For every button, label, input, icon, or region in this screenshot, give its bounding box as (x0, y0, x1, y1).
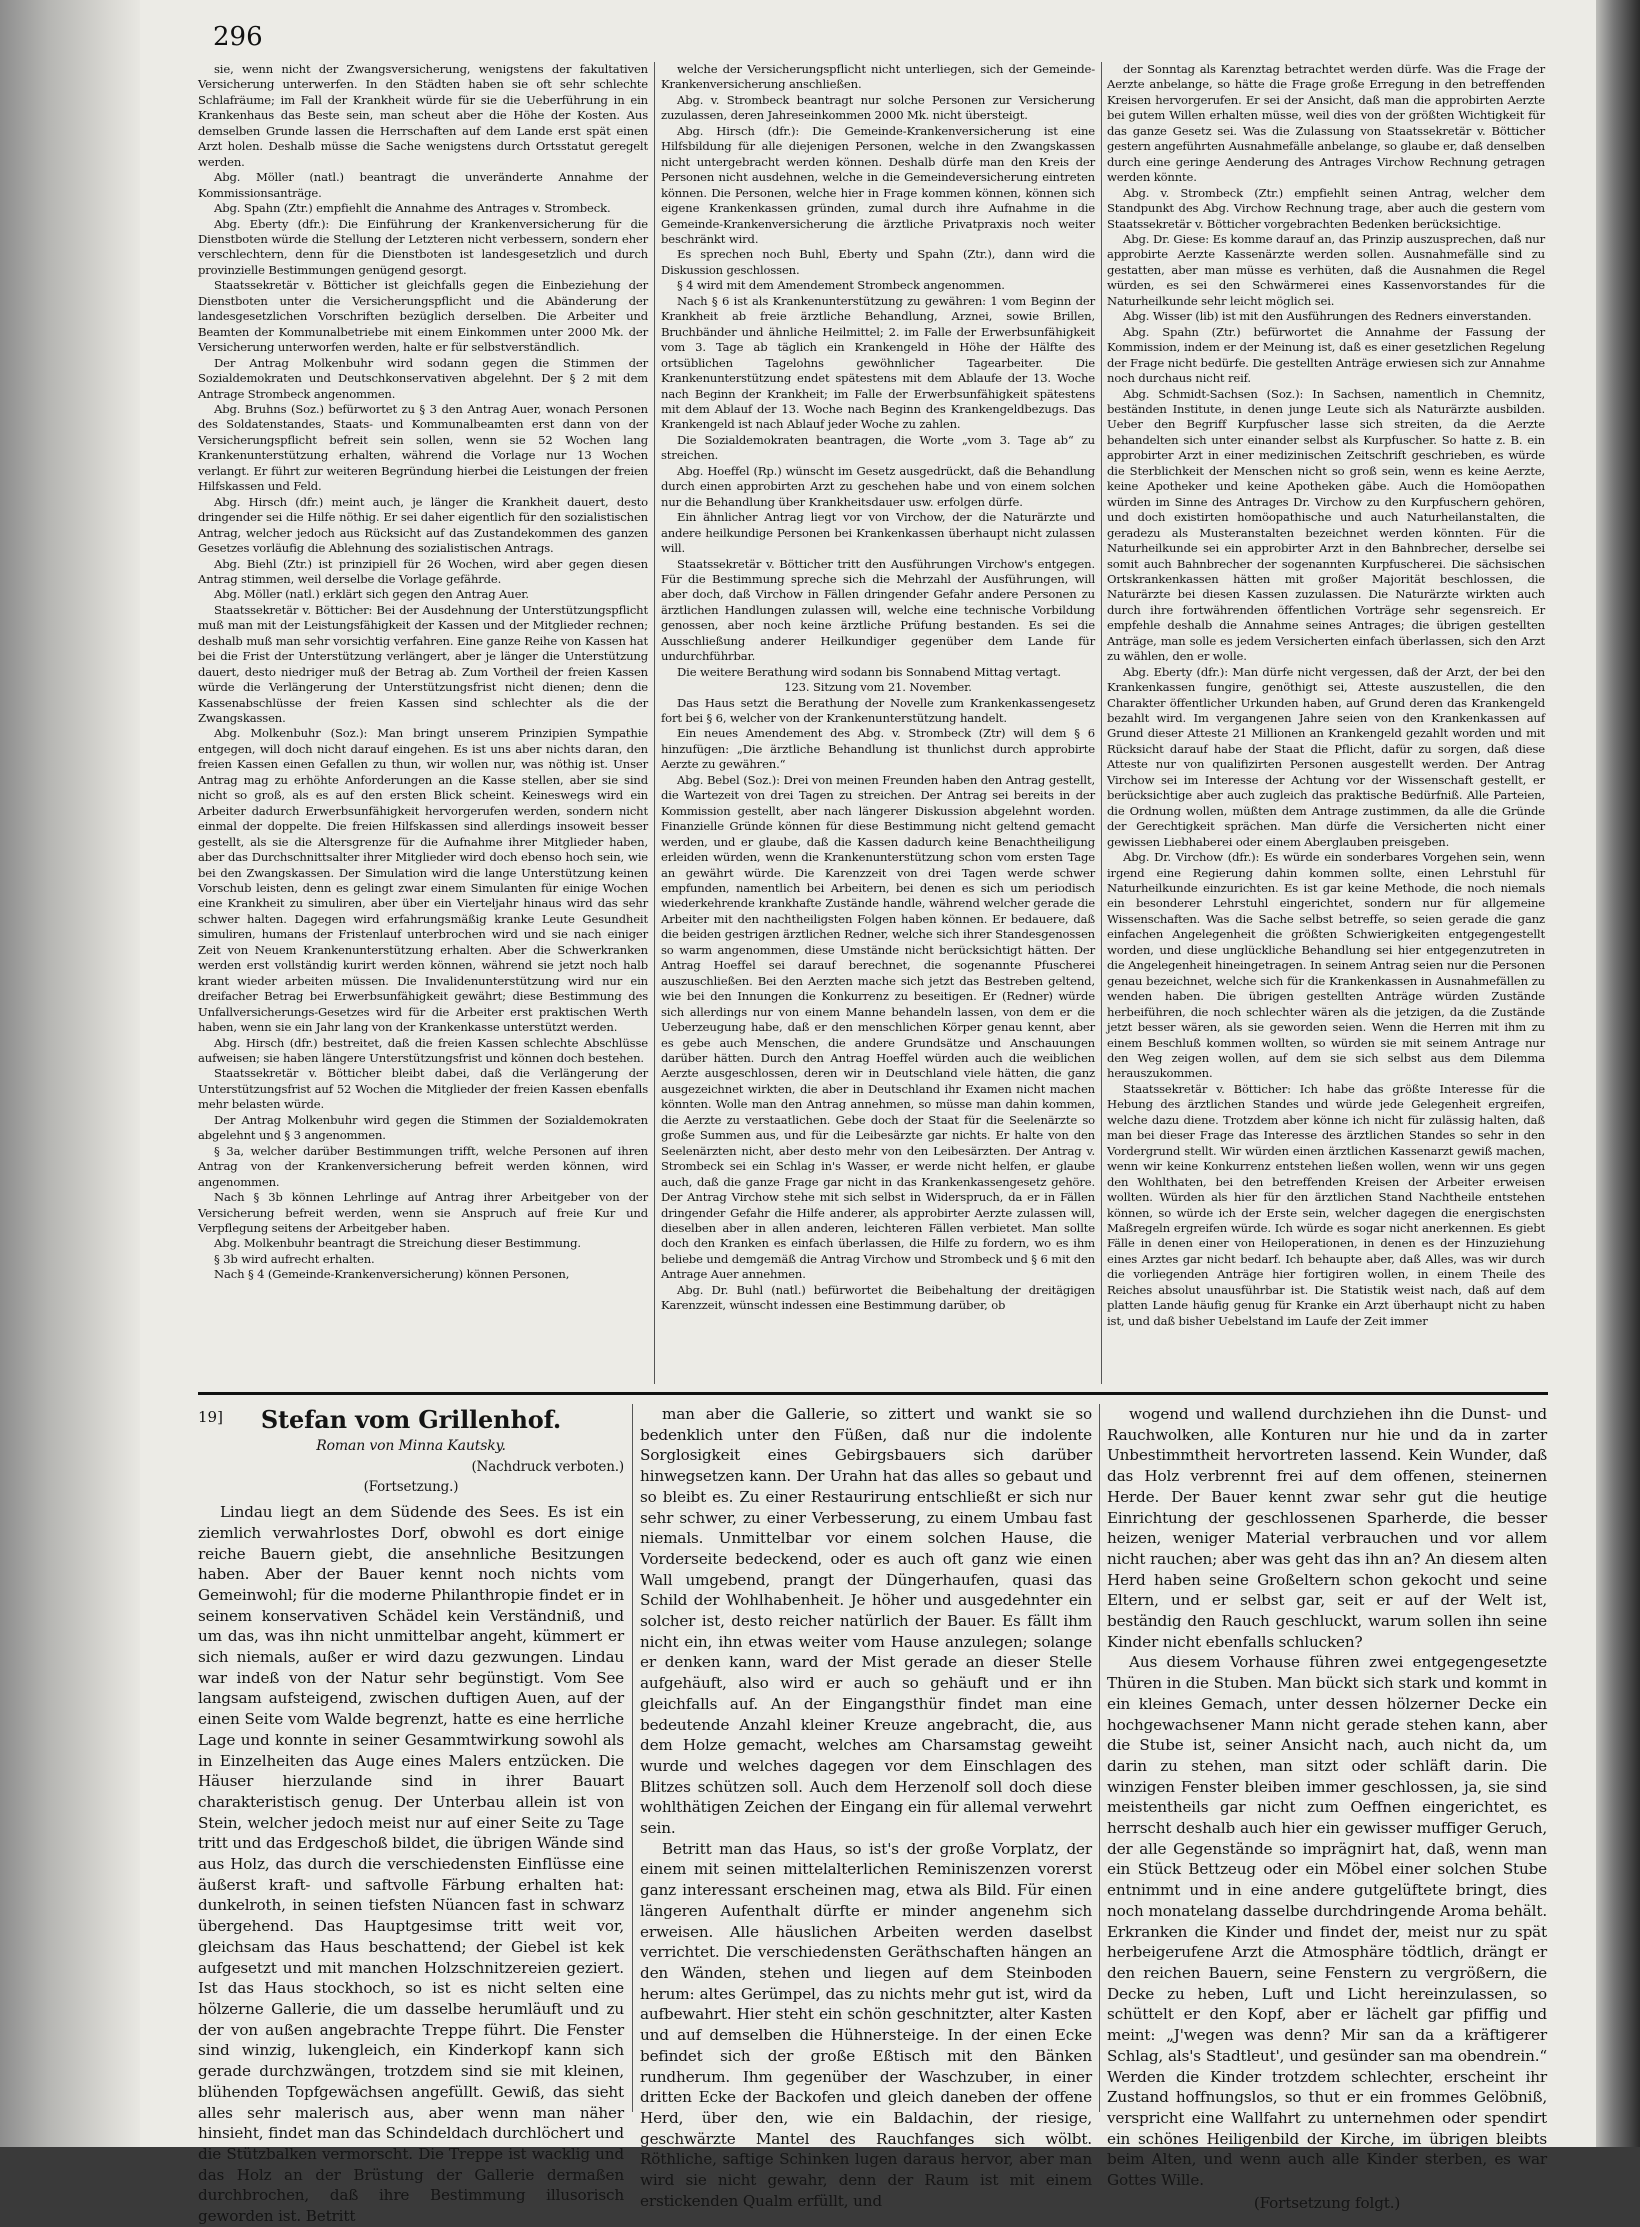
column-divider (654, 62, 655, 1384)
paragraph: Lindau liegt an dem Südende des Sees. Es ist ein ziemlich verwahrlostes Dorf, obwohl es dort einige reiche Bauern giebt, die ansehnliche Besitzungen haben. Aber der Bauer kennt noch nichts vom Gemeinwohl; für die moderne Philanthropie findet er in seinem konservativen Schädel kein Verständniß, und um das, was ihn nicht unmittelbar angeht, kümmert er sich niemals, außer er wird dazu gezwungen. Lindau war indeß von der Natur sehr begünstigt. Vom See langsam aufsteigend, zwischen duftigen Auen, auf der einen Seite vom Walde begrenzt, hatte es eine herrliche Lage und konnte in seiner Gesammtwirkung sowohl als in Einzelheiten das Auge eines Malers entzücken. Die Häuser hierzulande sind in ihrer Bauart charakteristisch genug. Der Unterbau allein ist von Stein, welcher jedoch meist nur auf einer Seite zu Tage tritt und das Erdgeschoß bildet, die übrigen Wände sind aus Holz, das durch die verschiedensten Einflüsse eine äußerst kraft- und saftvolle Färbung erhalten hat: dunkelroth, in seinen tiefsten Nüancen fast in schwarz übergehend. Das Hauptgesimse tritt weit vor, gleichsam das Haus beschattend; der Giebel ist kek aufgesetzt und mit manchen Holzschnitzereien geziert. Ist das Haus stockhoch, so ist es nicht selten eine hölzerne Gallerie, die um dasselbe herumläuft und zu der von außen angebrachte Treppe führt. Die Fenster sind winzig, lukengleich, ein Kinderkopf kann sich gerade durchzwängen, trotzdem sind sie mit kleinen, blühenden Topfgewächsen angefüllt. Gewiß, das sieht alles sehr malerisch aus, aber wenn man näher hinsieht, findet man das Schindeldach durchlöchert und die Stützbalken vermorscht. Die Treppe ist wacklig und das Holz an der Brüstung der Gallerie dermaßen durchbrochen, daß ihre Bestimmung illusorisch geworden ist. Betritt (198, 1503, 624, 2226)
novel-installment-number: 19] (198, 1408, 223, 1426)
paragraph: man aber die Gallerie, so zittert und wankt sie so bedenklich unter den Füßen, daß nur die indolente Sorglosigkeit eines Gebirgsbauers sich darüber hinwegsetzen kann. Der Urahn hat das alles so gebaut und so bleibt es. Zu einer Restaurirung entschließt er sich nur sehr schwer, zu einer Verbesserung, zu einem Umbau fast niemals. Unmittelbar vor einem solchen Hause, die Vorderseite bedeckend, oder es auch oft ganz wie einen Wall umgebend, prangt der Düngerhaufen, quasi das Schild der Wohlhabenheit. Je höher und ausgedehnter ein solcher ist, desto reicher natürlich der Bauer. Es fällt ihm nicht ein, ihn etwas weiter vom Hause anzulegen; solange er denken kann, ward der Mist gerade an dieser Stelle aufgehäuft, also wird er auch so gehäuft und er ihn gleichfalls auf. An der Eingangsthür findet man eine bedeutende Anzahl kleiner Kreuze angebracht, die, aus dem Holze gemacht, welches am Charsamstag geweiht wurde und welches dagegen vor dem Einschlagen des Blitzes schützen soll. Auch dem Herzenolf soll doch diese wohlthätigen Zeichen der Eingang ein für allemal verwehrt sein. (640, 1405, 1092, 1838)
column-divider (1101, 62, 1102, 1384)
column-1 (198, 62, 648, 1384)
novel-title: Stefan vom Grillenhof. (260, 1405, 562, 1434)
novel-column-2 (640, 1404, 1092, 2210)
reprint-note: (Nachdruck verboten.) (471, 1458, 624, 1475)
paragraph: Abg. Eberty (dfr.): Man dürfe nicht vergessen, daß der Arzt, der bei den Krankenkassen fungire, genöthigt sei, Atteste auszustellen, die den Charakter öffentlicher Urkunden haben, auf Grund deren das Krankengeld bezahlt wird. Im vergangenen Jahre seien von den Krankenkassen auf Grund dieser Atteste 21 Millionen an Krankengeld gezahlt worden und mit Rücksicht darauf habe der Staat die Pflicht, dafür zu sorgen, daß diese Atteste nur von qualifizirten Personen ausgestellt werden. Der Antrag Virchow sei im Interesse der Achtung vor der Wissenschaft gestellt, er berücksichtige aber auch zugleich das praktische Bedürfniß. Alle Parteien, die Ordnung wollen, müßten dem Antrage zustimmen, da alle die Gründe der Gerechtigkeit sprächen. Man dürfe die Versicherten nicht einer gewissen Liebhaberei oder einem Aberglauben preisgeben. (1107, 664, 1545, 849)
paragraph: Staatssekretär v. Bötticher tritt den Ausführungen Virchow's entgegen. Für die Bestimmung spreche sich die Mehrzahl der Ausführungen, will aber doch, daß Virchow in Fällen dringender Gefahr andere Personen zu ärztlichen Handlungen zulassen will, welche eine technische Vorbildung genossen, aber noch keine ärztliche Prüfung bestanden. Es sei die Ausschließung anderer Heilkundiger gegenüber dem Lande für undurchführbar. (661, 556, 1095, 664)
paragraph: Abg. Dr. Giese: Es komme darauf an, das Prinzip auszusprechen, daß nur approbirte Aerzte Kassenärzte werden sollen. Ausnahmefälle sind zu gestatten, aber man müsse es verhüten, daß die Ausnahmen die Regel würden, es sei den Schwärmerei eines Kassenvorstandes für die Naturheilkunde sehr leicht möglich sei. (1107, 231, 1545, 308)
paragraph: Abg. v. Strombeck beantragt nur solche Personen zur Versicherung zuzulassen, deren Jahreseinkommen 2000 Mk. nicht übersteigt. (661, 92, 1095, 123)
paragraph: Abg. Bebel (Soz.): Drei von meinen Freunden haben den Antrag gestellt, die Wartezeit von drei Tagen zu streichen. Der Antrag sei bereits in der Kommission gestellt, aber nach längerer Diskussion abgelehnt worden. Finanzielle Gründe können für diese Bestimmung nicht geltend gemacht werden, und er glaube, daß die Kassen dadurch keine Benachtheiligung erleiden würden, wenn die Krankenunterstützung schon vom ersten Tage an gewährt würde. Die Karenzzeit von drei Tagen werde schwer empfunden, namentlich bei Arbeitern, bei denen es sich um periodisch wiederkehrende krankhafte Zustände handle, während welcher gerade die Arbeiter mit den nachtheiligsten Folgen haben können. Er bedauere, daß die beiden gestrigen ärztlichen Redner, welche sich ihrer Standesgenossen so warm angenommen, diese Umstände nicht berücksichtigt hätten. Der Antrag Hoeffel sei darauf berechnet, die sogenannte Pfuscherei auszuschließen. Bei den Aerzten mache sich jetzt das Bestreben geltend, wie bei den Innungen die Konkurrenz zu beseitigen. Er (Redner) würde sich allerdings nur von einem Manne behandeln lassen, von dem er die Ueberzeugung habe, daß er den menschlichen Körper genau kennt, aber es gebe auch Menschen, die andere Grundsätze und Anschauungen darüber hätten. Durch den Antrag Hoeffel würden auch die weiblichen Aerzte ausgeschlossen, deren wir in Deutschland viele hätten, die ganz ausgezeichnet wirkten, die aber in Deutschland ihr Examen nicht machen könnten. Wolle man den Antrag annehmen, so müsse man dahin kommen, die Aerzte zu verstaatlichen. Gebe doch der Staat für die Seelenärzte so große Summen aus, und für die Leibesärzte gar nichts. Er halte von den Seelenärzten nicht, aber desto mehr von den Leibesärzten. Der Antrag v. Strombeck sei ein Schlag in's Wasser, er werde nicht helfen, er glaube auch, daß die ganze Frage gar nicht in das Krankenkassengesetz gehöre. Der Antrag Virchow stehe mit sich selbst in Widerspruch, da er in Fällen dringender Gefahr die Hilfe anderer, als approbirter Aerzte zulassen will, dieselben aber in allen anderen, leichteren Fällen verbietet. Man sollte doch den Kranken es einfach überlassen, die Hilfe zu fordern, wo es ihm beliebe und demgemäß die Antrag Virchow und Strombeck und § 6 mit den Antrage Auer annehmen. (661, 772, 1095, 1282)
binding-fold (1596, 0, 1640, 2147)
column-2 (661, 62, 1095, 1384)
paragraph: Der Antrag Molkenbuhr wird sodann gegen die Stimmen der Sozialdemokraten und Deutschkonservativen abgelehnt. Der § 2 mit dem Antrage Strombeck angenommen. (198, 355, 648, 401)
paragraph: Abg. Molkenbuhr (Soz.): Man bringt unserem Prinzipien Sympathie entgegen, will doch nicht darauf eingehen. Es ist uns aber nichts daran, den freien Kassen einen Gefallen zu thun, wir wollen nur, was nöthig ist. Unser Antrag mag zu erhöhte Anforderungen an die Kasse stellen, aber sie sind nicht so groß, als es auf den ersten Blick scheint. Keineswegs wird ein Arbeiter dadurch Erwerbsunfähigkeit hervorgerufen werden, sondern nicht einmal der doppelte. Die freien Hilfskassen sind allerdings insoweit besser gestellt, als sie die Altersgrenze für die Aufnahme ihrer Mitglieder haben, aber das Durchschnittsalter ihrer Mitglieder wird doch ebenso hoch sein, wie bei den Zwangskassen. Der Simulation wird die lange Unterstützung keinen Vorschub leisten, denn es gelingt zwar einem Simulanten für einige Wochen eine Krankheit zu simuliren, aber über ein Vierteljahr hinaus wird das sehr schwer halten. Dagegen wird erfahrungsmäßig kranke Leute Gesundheit simuliren, humans der Fristenlauf unterbrochen wird und sie nach einiger Zeit von Neuem Krankenunterstützung erhalten. Aber die Schwerkranken werden erst vollständig kurirt werden können, während sie jetzt noch halb krant wieder arbeiten müssen. Die Invalidenunterstützung wird nur ein dreifacher Betrag bei Erwerbsunfähigkeit gewährt; diese Bestimmung des Unfallversicherungs-Gesetzes wird für die Arbeiter erst praktischen Werth haben, wenn sie ein Jahr lang von der Krankenkasse unterstützt werden. (198, 726, 648, 1035)
novel-column-1 (198, 1404, 624, 2226)
paragraph: Staatssekretär v. Bötticher: Bei der Ausdehnung der Unterstützungspflicht muß man mit der Leistungsfähigkeit der Kassen und der Mitglieder rechnen; deshalb muß man sehr vorsichtig verfahren. Eine ganze Reihe von Kassen hat bei die Frist der Unterstützung verlängert, aber je länger die Unterstützung dauert, desto niedriger muß der Betrag ab. Zum Vortheil der freien Kassen würde die Verlängerung der Unterstützungsfrist nicht dienen; denn die Kassenabschlüsse der freien Kassen sind schlechter als die der Zwangskassen. (198, 602, 648, 726)
page-gutter-shadow (0, 0, 140, 2147)
column-divider (1099, 1404, 1100, 2112)
paragraph: Nach § 6 ist als Krankenunterstützung zu gewähren: 1 vom Beginn der Krankheit ab freie ärztliche Behandlung, Arznei, sowie Brillen, Bruchbänder und ähnliche Heilmittel; 2. im Falle der Erwerbsunfähigkeit vom 3. Tage ab täglich ein Krankengeld in Höhe der Hälfte des ortsüblichen Tagelohns gewöhnlicher Tagearbeiter. Die Krankenunterstützung endet spätestens mit dem Ablaufe der 13. Woche nach Beginn der Krankheit; im Falle der Erwerbsunfähigkeit spätestens mit dem Ablauf der 13. Woche nach Beginn des Krankengeldbezugs. Das Krankengeld ist nach Ablauf jeder Woche zu zahlen. (661, 293, 1095, 432)
to-be-continued-note: (Fortsetzung folgt.) (1253, 2193, 1401, 2212)
paragraph: Staatssekretär v. Bötticher ist gleichfalls gegen die Einbeziehung der Dienstboten unter die Versicherungspflicht und die Abänderung der landesgesetzlichen Vorschriften bezüglich derselben. Die Arbeiter und Beamten der Kommunalbetriebe mit einem Einkommen unter 2000 Mk. der Versicherung unterworfen werden, halte er für selbstverständlich. (198, 278, 648, 355)
paragraph: Abg. Schmidt-Sachsen (Soz.): In Sachsen, namentlich in Chemnitz, beständen Institute, in denen junge Leute sich als Naturärzte ausbilden. Ueber den Begriff Kurpfuscher lasse sich streiten, da die Aerzte behandelten sich unter einander selbst als Kurpfuscher. So hatte z. B. ein approbirter Arzt in einer medizinischen Zeitschrift geschrieben, es würde die Sterblichkeit der Menschen nicht so groß sein, wenn es keine Aerzte, keine Apotheker und keine Apotheken gäbe. Auch die Homöopathen würden im Sinne des Antrages Dr. Virchow zu den Kurpfuschern gehören, und doch existirten homöopathische und auch Naturheilanstalten, die geradezu als Musteranstalten bezeichnet werden könnten. Für die Naturheilkunde sei ein approbirter Arzt in den Bahnbrecher, derselbe sei somit auch Bahnbrecher der sogenannten Kurpfuscherei. Die sächsischen Ortskrankenkassen hätten mit großer Majorität beschlossen, die Naturärzte bei diesen Kassen zuzulassen. Die Naturärzte wirkten auch durch ihre fortwährenden öffentlichen Vorträge sehr segensreich. Er empfehle deshalb die Annahme seines Antrages; die übrigen gestellten Anträge, man solle es jedem Versicherten einfach überlassen, sich den Arzt zu wählen, den er wolle. (1107, 386, 1545, 664)
paragraph: Aus diesem Vorhause führen zwei entgegengesetzte Thüren in die Stuben. Man bückt sich stark und kommt in ein kleines Gemach, unter dessen hölzerner Decke ein hochgewachsener Mann nicht gerade stehen kann, aber die Stube ist, seiner Ansicht nach, auch nicht da, um darin zu stehen, man sitzt oder schläft darin. Die winzigen Fenster bleiben immer geschlossen, ja, sie sind meistentheils gar nicht zum Oeffnen eingerichtet, es herrscht deshalb auch hier ein gewisser muffiger Geruch, der alle Gegenstände so imprägnirt hat, daß, wenn man ein Stück Bettzeug oder ein Möbel einer solchen Stube entnimmt und in eine andere gutgelüftete bringt, dies noch monatelang dasselbe durchdringende Aroma behält. Erkranken die Kinder und findet der, meist nur zu spät herbeigerufene Arzt die Atmosphäre tödtlich, drängt er den reichen Bauern, seine Fenstern zu vergrößern, die Decke zu heben, Luft und Licht hereinzulassen, so schüttelt er den Kopf, aber er lächelt gar pfiffig und meint: „J'wegen was denn? Mir san da a kräftigerer Schlag, als's Stadtleut', und gesünder san ma obendrein.“ Werden die Kinder trotzdem schlechter, erscheint ihr Zustand hoffnungslos, so thut er ein frommes Gelöbniß, verspricht eine Wallfahrt zu unternehmen oder spendirt ein schönes Heiligenbild der Kirche, im übrigen bleibts beim Alten, und wenn auch alle Kinder sterben, es war Gottes Wille. (1107, 1653, 1547, 2190)
paragraph: Die Sozialdemokraten beantragen, die Worte „vom 3. Tage ab“ zu streichen. (661, 432, 1095, 463)
paragraph: Es sprechen noch Buhl, Eberty und Spahn (Ztr.), dann wird die Diskussion geschlossen. (661, 247, 1095, 277)
paragraph: Abg. Dr. Buhl (natl.) befürwortet die Beibehaltung der dreitägigen Karenzzeit, wünscht indessen eine Bestimmung darüber, ob (661, 1282, 1095, 1313)
paragraph: Abg. Biehl (Ztr.) ist prinzipiell für 26 Wochen, wird aber gegen diesen Antrag stimmen, weil derselbe die Vorlage gefährde. (198, 556, 648, 586)
paragraph: Abg. Molkenbuhr beantragt die Streichung dieser Bestimmung. (214, 1236, 581, 1251)
paragraph: Abg. Möller (natl.) beantragt die unveränderte Annahme der Kommissionsanträge. (198, 170, 648, 200)
paragraph: Die weitere Berathung wird sodann bis Sonnabend Mittag vertagt. (677, 664, 1061, 679)
paragraph: wogend und wallend durchziehen ihn die Dunst- und Rauchwolken, alle Konturen nur hie und da in zarter Unbestimmtheit hervortreten lassend. Kein Wunder, daß das Holz verbrennt frei auf dem offenen, steinernen Herde. Der Bauer kennt zwar sehr gut die heutige Einrichtung der geschlossenen Sparherde, die besser heizen, weniger Material verbrauchen und vor allem nicht rauchen; aber was geht das ihn an? An diesem alten Herd haben seine Großeltern schon gekocht und seine Eltern, und er selbst gar, seit er auf der Welt ist, beständig den Rauch geschluckt, warum sollen ihn seine Kinder nicht ebenfalls schlucken? (1107, 1405, 1547, 1651)
paragraph: Betritt man das Haus, so ist's der große Vorplatz, der einem mit seinen mittelalterlichen Reminiszenzen vorerst ganz interessant erscheinen mag, etwa als Bild. Für einen längeren Aufenthalt dürfte er minder angenehm sich erweisen. Alle häuslichen Arbeiten werden daselbst verrichtet. Die verschiedensten Geräthschaften hängen an den Wänden, stehen und liegen auf dem Steinboden herum: altes Gerümpel, das zu nichts mehr gut ist, wird da aufbewahrt. Hier steht ein schön geschnitzter, alter Kasten und auf demselben die Hühnersteige. In der einen Ecke befindet sich der große Eßtisch mit den Bänken rundherum. Ihm gegenüber der Waschzuber, in einer dritten Ecke der Backofen und gleich daneben der offene Herd, über den, wie ein Baldachin, der riesige, geschwärzte Mantel des Rauchfanges sich wölbt. Röthliche, saftige Schinken lugen daraus hervor, aber man wird sie nicht gewahr, denn der Raum ist mit einem erstickenden Qualm erfüllt, und (640, 1839, 1092, 2210)
paragraph: Ein neues Amendement des Abg. v. Strombeck (Ztr) will dem § 6 hinzufügen: „Die ärztliche Behandlung ist thunlichst durch approbirte Aerzte zu gewähren.“ (661, 726, 1095, 772)
paragraph: welche der Versicherungspflicht nicht unterliegen, sich der Gemeinde-Krankenversicherung anschließen. (661, 62, 1095, 92)
section-rule (198, 1392, 1548, 1395)
paragraph: Das Haus setzt die Berathung der Novelle zum Krankenkassengesetz fort bei § 6, welcher von der Krankenunterstützung handelt. (661, 695, 1095, 726)
column-3 (1107, 62, 1545, 1384)
paragraph: Abg. Wisser (lib) ist mit den Ausführungen des Redners einverstanden. (1123, 309, 1532, 324)
paragraph: Abg. Hirsch (dfr.): Die Gemeinde-Krankenversicherung ist eine Hilfsbildung für alle diejenigen Personen, welche in den Zwangskassen nicht untergebracht werden können. Deshalb dürfe man den Kreis der Personen nicht ausdehnen, welche in die Gemeindeversicherung eintreten können. Die Personen, welche hier in Frage kommen können, können sich eigene Krankenkassen gründen, zumal durch ihre Aufnahme in die Gemeinde-Krankenversicherung die ärztliche Privatpraxis noch weiter beschränkt wird. (661, 123, 1095, 246)
paragraph: Staatssekretär v. Bötticher bleibt dabei, daß die Verlängerung der Unterstützungsfrist auf 52 Wochen die Mitglieder der freien Kassen ebenfalls mehr belasten würde. (198, 1066, 648, 1112)
paragraph: Der Antrag Molkenbuhr wird gegen die Stimmen der Sozialdemokraten abgelehnt und § 3 angenommen. (198, 1112, 648, 1143)
paragraph: § 3b wird aufrecht erhalten. (214, 1251, 375, 1266)
novel-author: Roman von Minna Kautsky. (316, 1438, 506, 1454)
paragraph: Abg. Hirsch (dfr.) bestreitet, daß die freien Kassen schlechte Abschlüsse aufweisen; sie haben längere Unterstützungsfrist und können doch bestehen. (198, 1035, 648, 1065)
paragraph: Nach § 3b können Lehrlinge auf Antrag ihrer Arbeitgeber von der Versicherung befreit werden, wenn sie Anspruch auf freie Kur und Verpflegung seitens der Arbeitgeber haben. (198, 1190, 648, 1235)
column-divider (632, 1404, 633, 2112)
paragraph: Nach § 4 (Gemeinde-Krankenversicherung) können Personen, (214, 1267, 570, 1282)
page-number: 296 (213, 22, 263, 52)
paragraph: Staatssekretär v. Bötticher: Ich habe das größte Interesse für die Hebung des ärztlichen Standes und würde jede Gelegenheit ergreifen, welche dazu diene. Trotzdem aber könne ich nicht für zulässig halten, daß man bei dieser Frage das Interesse des ärztlichen Standes so sehr in den Vordergrund stellt. Wir würden einen ärztlichen Kassenarzt gewiß machen, wenn wir keine Konkurrenz entstehen ließen wollen, wenn wir uns gegen den Wohlthaten, bei den betreffenden Kreisen der Arbeiter erweisen wollten. Würden als hier für den ärztlichen Stand Nachtheile entstehen können, so würde ich der Erste sein, welcher dagegen die energischsten Maßregeln ergreifen würde. Ich würde es sogar nicht anerkennen. Es giebt Fälle in denen einer von Heiloperationen, in denen es der Hinzuziehung eines Arztes gar nicht bedarf. Ich behaupte aber, daß Alles, was wir durch die vorliegenden Anträge hier fortigiren wollen, in einem Theile des Reiches absolut unausführbar ist. Die Statistik weist nach, daß auf dem platten Lande häufig genug für Kranke ein Arzt überhaupt nicht zu haben ist, und daß bisher Uebelstand im Laufe der Zeit immer (1107, 1081, 1545, 1328)
paragraph: Abg. Bruhns (Soz.) befürwortet zu § 3 den Antrag Auer, wonach Personen des Soldatenstandes, Staats- und Kommunalbeamten erst dann von der Versicherungspflicht befreit sein sollen, wenn sie 52 Wochen lang Krankenunterstützung erhalten, während die Vorlage nur 13 Wochen verlangt. Er führt zur weiteren Begründung hierbei die Leistungen der freien Hilfskassen und Feld. (198, 401, 648, 494)
paragraph: Abg. Möller (natl.) erklärt sich gegen den Antrag Auer. (214, 587, 529, 602)
paragraph: Abg. Hoeffel (Rp.) wünscht im Gesetz ausgedrückt, daß die Behandlung durch einen approbirten Arzt zu geschehen habe und von einem solchen nur die Behandlung über Krankheitsdauer usw. erfolgen dürfe. (661, 463, 1095, 509)
paragraph: Abg. Hirsch (dfr.) meint auch, je länger die Krankheit dauert, desto dringender sei die Hilfe nöthig. Er sei daher eigentlich für den sozialistischen Antrag, welcher jedoch aus Rücksicht auf das Zustandekommen des ganzen Gesetzes vorläufig die Ablehnung des sozialistischen Antrags. (198, 494, 648, 556)
paragraph: § 4 wird mit dem Amendement Strombeck angenommen. (677, 278, 1005, 293)
continuation-note: (Fortsetzung.) (363, 1479, 459, 1496)
paragraph: Abg. v. Strombeck (Ztr.) empfiehlt seinen Antrag, welcher dem Standpunkt des Abg. Virchow Rechnung trage, aber auch die gestern vom Staatssekretär v. Bötticher vorgebrachten Bedenken berücksichtige. (1107, 185, 1545, 231)
paragraph: sie, wenn nicht der Zwangsversicherung, wenigstens der fakultativen Versicherung unterwerfen. In den Städten haben sie oft sehr schlechte Schlafräume; im Fall der Krankheit würde für sie die Ueberführung in ein Krankenhaus das Beste sein, man scheut aber die Höhe der Kosten. Aus demselben Grunde lassen die Herrschaften auf dem Lande erst spät einen Arzt holen. Deshalb müsse die Sache wenigstens durch Ortsstatut geregelt werden. (198, 62, 648, 169)
novel-column-3 (1107, 1404, 1547, 2212)
paragraph: Abg. Spahn (Ztr.) empfiehlt die Annahme des Antrages v. Strombeck. (214, 201, 611, 216)
paragraph: der Sonntag als Karenztag betrachtet werden dürfe. Was die Frage der Aerzte anbelange, so hätte die Frage große Erregung in den betreffenden Kreisen hervorgerufen. Er sei der Ansicht, daß man die approbirten Aerzte bei gutem Willen erhalten müsse, weil dies von der größten Wichtigkeit für das ganze Gesetz sei. Was die Zulassung von Staatssekretär v. Bötticher gestern angeführten Ausnahmefälle anbelange, so glaube er, daß denselben durch eine geringe Aenderung des Antrages Virchow Rechnung getragen werden könnte. (1107, 62, 1545, 185)
paragraph: § 3a, welcher darüber Bestimmungen trifft, welche Personen auf ihren Antrag von der Krankenversicherung befreit werden können, wird angenommen. (198, 1143, 648, 1189)
paragraph: 123. Sitzung vom 21. November. (784, 680, 972, 695)
paragraph: Abg. Eberty (dfr.): Die Einführung der Krankenversicherung für die Dienstboten würde die Stellung der Letzteren nicht verbessern, sondern eher verschlechtern, denn für die Dienstboten ist landesgesetzlich und durch provinzielle Bestimmungen genügend gesorgt. (198, 216, 648, 277)
paragraph: Abg. Spahn (Ztr.) befürwortet die Annahme der Fassung der Kommission, indem er der Meinung ist, daß es einer gesetzlichen Regelung der Frage nicht bedürfe. Die gestellten Anträge erwiesen sich zur Annahme noch durchaus nicht reif. (1107, 324, 1545, 386)
paragraph: Abg. Dr. Virchow (dfr.): Es würde ein sonderbares Vorgehen sein, wenn irgend eine Regierung dahin kommen sollte, einen Lehrstuhl für Naturheilkunde einzurichten. Es ist gar keine Methode, die noch niemals ein besonderer Lehrstuhl eingerichtet, sondern nur für allgemeine Wissenschaften. Was die Sache selbst betreffe, so seien gerade die ganz einfachen Angelegenheit die größten Schwierigkeiten entgegengestellt worden, und diese unglückliche Behandlung sei hier entgegenzutreten in die Angelegenheit hineingetragen. In seinem Antrag seien nur die Personen genau bezeichnet, welche sich für die Krankenkassen in Ausnahmefällen zu wenden haben. Die übrigen gestellten Anträge würden Zustände herbeiführen, die noch schlechter wären als die jetzigen, da die Zustände jetzt besser wären, als sie geworden seien. Wenn die Herren mit ihm zu einem Beschluß kommen wollten, so würden sie mit seinem Antrage nur den Weg zeigen wollen, auf dem sie sich selbst aus dem Dilemma herauszukommen. (1107, 850, 1545, 1081)
paragraph: Ein ähnlicher Antrag liegt vor von Virchow, der die Naturärzte und andere heilkundige Personen bei Krankenkassen überhaupt nicht zulassen will. (661, 510, 1095, 556)
